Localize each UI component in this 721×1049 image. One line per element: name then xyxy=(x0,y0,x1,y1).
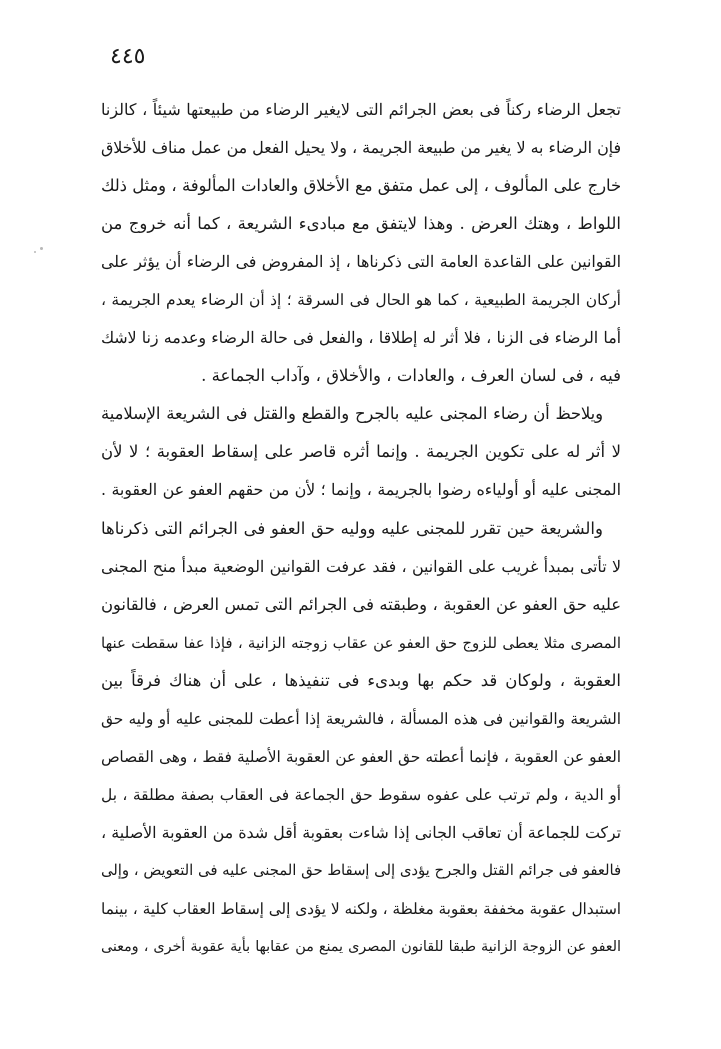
text-line: استبدال عقوبة مخففة بعقوبة مغلظة ، ولكنه لا يؤدى إلى إسقاط العقاب كلية ، بينما xyxy=(101,899,621,918)
text-line-paragraph-end: فيه ، فى لسان العرف ، والعادات ، والأخلاق ، وآداب الجماعة . xyxy=(201,366,621,386)
text-line: أركان الجريمة الطبيعية ، كما هو الحال فى السرقة ؛ إذ أن الرضاء يعدم الجريمة ، xyxy=(101,291,621,310)
text-line: فإن الرضاء به لا يغير من طبيعة الجريمة ، ولا يحيل الفعل من عمل مناف للأخلاق xyxy=(101,138,621,158)
text-line: تركت للجماعة أن تعاقب الجانى إذا شاءت بعقوبة أقل شدة من العقوبة الأصلية ، xyxy=(101,822,621,842)
text-line: عليه حق العفو عن العقوبة ، وطبقته فى الجرائم التى تمس العرض ، فالقانون xyxy=(101,594,621,614)
text-line: المجنى عليه أو أولياءه رضوا بالجريمة ، وإنما ؛ لأن من حقهم العفو عن العقوبة . xyxy=(101,480,621,500)
text-line: المصرى مثلا يعطى للزوج حق العفو عن عقاب زوجته الزانية ، فإذا عفا سقطت عنها xyxy=(101,633,621,652)
paper-speck xyxy=(34,251,36,253)
text-line: العقوبة ، ولوكان قد حكم بها وبدىء فى تنفيذها ، على أن هناك فرقاً بين xyxy=(101,670,621,690)
page-number: ٤٤٥ xyxy=(110,44,146,69)
text-line: فالعفو فى جرائم القتل والجرح يؤدى إلى إسقاط حق المجنى عليه فى التعويض ، وإلى xyxy=(101,861,621,879)
text-line: اللواط ، وهتك العرض . وهذا لايتفق مع مبادىء الشريعة ، كما أنه خروج من xyxy=(101,214,621,234)
text-line: تجعل الرضاء ركناً فى بعض الجرائم التى لايغير الرضاء من طبيعتها شيئاً ، كالزنا xyxy=(101,100,621,119)
text-line: خارج على المألوف ، إلى عمل متفق مع الأخلاق والعادات المألوفة ، ومثل ذلك xyxy=(101,176,621,196)
body-text xyxy=(101,91,621,966)
text-line: العفو عن الزوجة الزانية طبقا للقانون المصرى يمنع من عقابها بأية عقوبة أخرى ، ومعنى xyxy=(101,939,621,956)
text-line: لا تأتى بمبدأ غريب على القوانين ، فقد عرفت القوانين الوضعية مبدأ منح المجنى xyxy=(101,556,621,576)
text-line: أو الدية ، ولم ترتب على عفوه سقوط حق الجماعة فى العقاب بصفة مطلقة ، بل xyxy=(101,785,621,804)
text-line: لا أثر له على تكوين الجريمة . وإنما أثره قاصر على إسقاط العقوبة ؛ لا لأن xyxy=(101,442,621,462)
text-line: العفو عن العقوبة ، فإنما أعطته حق العفو عن العقوبة الأصلية فقط ، وهى القصاص xyxy=(101,747,621,766)
paper-speck xyxy=(40,247,43,250)
text-line-paragraph-start: ويلاحظ أن رضاء المجنى عليه بالجرح والقطع والقتل فى الشريعة الإسلامية xyxy=(101,404,603,424)
text-line: الشريعة والقوانين فى هذه المسألة ، فالشريعة إذا أعطت للمجنى عليه أو وليه حق xyxy=(101,709,621,728)
text-line-paragraph-start: والشريعة حين تقرر للمجنى عليه ووليه حق العفو فى الجرائم التى ذكرناها xyxy=(101,518,603,538)
text-line: أما الرضاء فى الزنا ، فلا أثر له إطلاقا ، والفعل فى حالة الرضاء وعدمه زنا لاشك xyxy=(101,328,621,348)
text-line: القوانين على القاعدة العامة التى ذكرناها ، إذ المفروض فى الرضاء أن يؤثر على xyxy=(101,252,621,272)
